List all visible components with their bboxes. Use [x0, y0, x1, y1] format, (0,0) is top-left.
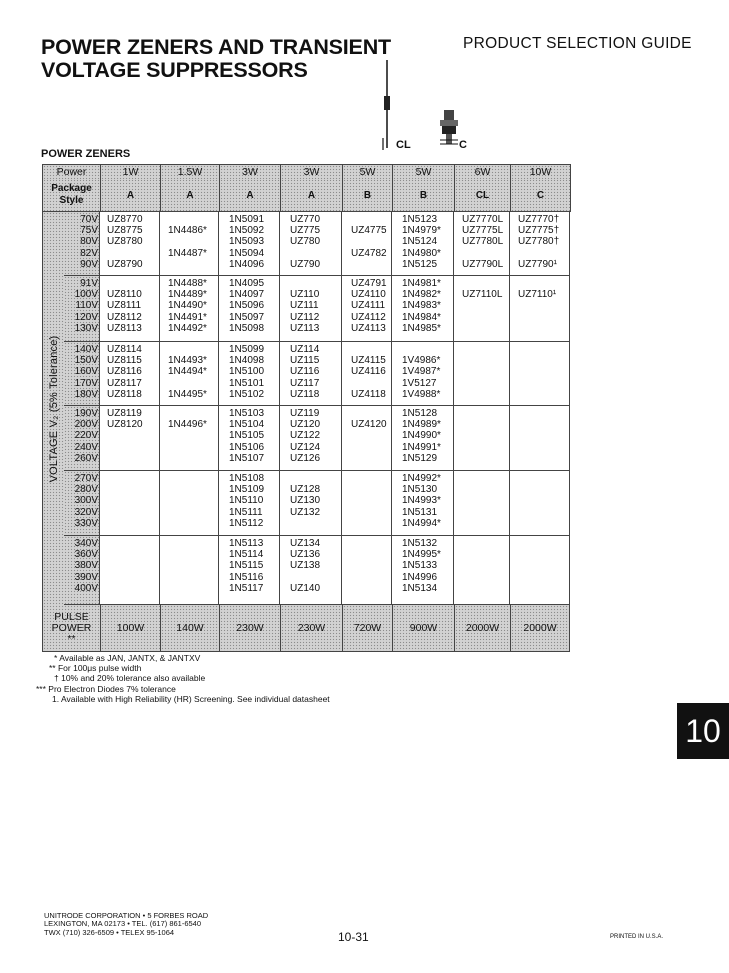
pulse-cell: 100W	[101, 605, 161, 651]
part-number-cell: 1N4098	[229, 355, 265, 367]
power-cell: 5W	[393, 165, 455, 180]
column-divider	[341, 212, 342, 275]
footnote: * Available as JAN, JANTX, & JANTXV	[54, 653, 201, 663]
column-divider	[509, 406, 510, 470]
part-number-cell: UZ122	[290, 430, 321, 442]
package-cell: B	[343, 179, 393, 212]
part-number-cell: 1N5111	[229, 506, 263, 518]
part-number-cell: 1N5117	[229, 582, 264, 594]
part-number-cell: 1N5114	[229, 549, 264, 561]
part-number-cell: UZ7790¹	[518, 258, 557, 270]
part-number-cell: UZ7110L	[462, 289, 503, 301]
part-number-cell: 1N5128	[402, 408, 438, 419]
part-number-cell: 1N5112	[229, 517, 264, 529]
column-divider	[218, 406, 219, 470]
pulse-cell: 720W	[343, 605, 393, 651]
part-number-cell: 1N4496*	[168, 419, 207, 431]
column-divider	[279, 536, 280, 604]
column-divider	[218, 471, 219, 535]
column-divider	[569, 471, 570, 535]
pulse-cell: 230W	[220, 605, 281, 651]
column-divider	[279, 212, 280, 275]
part-number-cell: UZ113	[290, 322, 320, 334]
part-number-cell: 1N5130	[402, 484, 438, 496]
package-cell: A	[281, 179, 343, 212]
part-number-cell: 1N4996	[402, 571, 438, 583]
printed-note: PRINTED IN U.S.A.	[610, 934, 664, 940]
part-number-cell: 1N4487*	[168, 247, 207, 259]
column-divider	[569, 276, 570, 341]
part-number-cell: 1N5104	[229, 419, 265, 431]
part-number-cell: UZ780	[290, 236, 321, 248]
part-number-cell: 1N5094	[229, 247, 265, 259]
voltage-cell: 360V	[74, 549, 98, 561]
part-number-cell: 1N4495*	[168, 388, 207, 400]
column-divider	[569, 342, 570, 405]
part-number-cell: 1N4096	[229, 258, 265, 270]
voltage-axis-label	[42, 212, 64, 605]
part-number-cell: UZ118	[290, 388, 320, 400]
column-divider	[391, 471, 392, 535]
package-outline-icon	[378, 58, 468, 153]
page-title	[41, 36, 391, 82]
part-number-cell: UZ124	[290, 441, 321, 453]
part-number-cell: 1N4993*	[402, 495, 441, 507]
voltage-cell: 340V	[74, 538, 98, 549]
voltage-group	[64, 342, 570, 406]
guide-label: PRODUCT SELECTION GUIDE	[463, 35, 692, 52]
column-divider	[159, 212, 160, 275]
voltage-cell: 270V	[74, 473, 98, 484]
part-number-cell: UZ120	[290, 419, 321, 431]
part-number-cell: UZ128	[290, 484, 321, 496]
footnote: † 10% and 20% tolerance also available	[54, 673, 206, 684]
part-number-cell: UZ7780L	[462, 236, 504, 248]
part-number-cell: UZ775	[290, 225, 321, 237]
voltage-cell: 180V	[74, 388, 98, 400]
part-number-cell: 1N4980*	[402, 247, 441, 259]
part-number-cell: UZ8119	[107, 408, 142, 419]
package-cell: CL	[455, 179, 511, 212]
column-divider	[509, 536, 510, 604]
voltage-cell: 91V	[80, 278, 98, 289]
column-divider	[279, 471, 280, 535]
part-number-cell: 1N5124	[402, 236, 438, 248]
part-number-cell: UZ116	[290, 366, 320, 378]
column-divider	[341, 406, 342, 470]
voltage-group	[64, 406, 570, 471]
part-number-cell: UZ112	[290, 311, 320, 323]
table-body	[42, 212, 570, 605]
power-cell: 10W	[511, 165, 571, 180]
package-cell: C	[511, 179, 571, 212]
part-number-cell: UZ8114	[107, 344, 142, 355]
title-line-1: POWER ZENERS AND TRANSIENT	[41, 35, 391, 59]
part-number-cell: 1N4979*	[402, 225, 441, 237]
part-number-cell: UZ4118	[351, 388, 386, 400]
voltage-cell: 260V	[74, 452, 98, 464]
voltage-cell: 190V	[74, 408, 98, 419]
part-number-cell: 1N5113	[229, 538, 264, 549]
pkg-label-cl: CL	[396, 139, 411, 151]
part-number-cell: UZ8780	[107, 236, 143, 248]
voltage-cell: 240V	[74, 441, 98, 453]
package-header-row	[42, 179, 571, 212]
address-line: TWX (710) 326-6509 • TELEX 95-1064	[44, 927, 175, 937]
voltage-group	[64, 536, 570, 605]
column-divider	[279, 276, 280, 341]
power-cell: 1W	[101, 165, 161, 180]
voltage-cell: 150V	[74, 355, 98, 367]
column-divider	[391, 276, 392, 341]
part-number-cell: 1V4987*	[402, 366, 441, 378]
voltage-cell: 400V	[74, 582, 98, 594]
voltage-cell: 75V	[80, 225, 98, 237]
part-number-cell: 1N4982*	[402, 289, 441, 301]
column-divider	[341, 342, 342, 405]
voltage-cell: 200V	[74, 419, 98, 431]
column-divider	[341, 536, 342, 604]
part-number-cell: UZ8770	[107, 214, 143, 225]
column-divider	[391, 342, 392, 405]
part-number-cell: 1N4492*	[168, 322, 207, 334]
voltage-group	[64, 471, 570, 536]
part-number-cell: 1N5098	[229, 322, 265, 334]
part-number-cell: 1N4991*	[402, 441, 441, 453]
part-number-cell: 1N5133	[402, 560, 438, 572]
part-number-cell: 1N4095	[229, 278, 265, 289]
footnotes	[36, 653, 330, 704]
part-number-cell: UZ4782	[351, 247, 387, 259]
part-number-cell: UZ140	[290, 582, 321, 594]
pulse-label-2: POWER	[51, 621, 92, 634]
column-divider	[159, 536, 160, 604]
part-number-cell: UZ8113	[107, 322, 142, 334]
part-number-cell: 1N5093	[229, 236, 265, 248]
column-divider	[453, 342, 454, 405]
part-number-cell: UZ8118	[107, 388, 142, 400]
part-number-cell: UZ4775	[351, 225, 387, 237]
power-cell: 3W	[220, 165, 281, 180]
pulse-cell: 2000W	[455, 605, 511, 651]
part-number-cell: 1N4489*	[168, 289, 207, 301]
column-divider	[569, 406, 570, 470]
title-line-2: VOLTAGE SUPPRESSORS	[41, 58, 308, 82]
voltage-cell: 220V	[74, 430, 98, 442]
part-number-cell: 1N4488*	[168, 278, 207, 289]
package-cell: A	[161, 179, 220, 212]
voltage-cell: 300V	[74, 495, 98, 507]
voltage-cell: 82V	[80, 247, 98, 259]
voltage-group	[64, 276, 570, 342]
part-number-cell: 1N5105	[229, 430, 265, 442]
part-number-cell: 1N5092	[229, 225, 265, 237]
part-number-cell: UZ7770†	[518, 214, 560, 225]
part-number-cell: 1N4983*	[402, 300, 441, 312]
part-number-cell: UZ4791	[351, 278, 387, 289]
column-divider	[159, 406, 160, 470]
part-number-cell: 1N4097	[229, 289, 265, 301]
part-number-cell: 1N4494*	[168, 366, 207, 378]
footnote: 1. Available with High Reliability (HR) Screening. See individual datasheet	[52, 693, 330, 704]
voltage-axis-text: VOLTAGE V₂ (5% Tolerance)	[47, 335, 60, 482]
part-number-cell: 1N4981*	[402, 278, 441, 289]
part-number-cell: 1N5101	[229, 377, 265, 389]
package-cell: B	[393, 179, 455, 212]
address-line: UNITRODE CORPORATION • 5 FORBES ROAD	[44, 911, 209, 920]
part-number-cell: 1N5129	[402, 452, 438, 464]
part-number-cell: 1N4994*	[402, 517, 441, 529]
voltage-cell: 70V	[80, 214, 98, 225]
column-divider	[218, 212, 219, 275]
section-title: POWER ZENERS	[41, 148, 131, 160]
address-line: LEXINGTON, MA 02173 • TEL. (617) 861-6540	[44, 919, 202, 929]
part-number-cell: 1N5123	[402, 214, 438, 225]
power-cell: 3W	[281, 165, 343, 180]
part-number-cell: UZ115	[290, 355, 320, 367]
column-divider	[391, 536, 392, 604]
column-divider	[218, 536, 219, 604]
voltage-cell: 90V	[80, 258, 98, 270]
column-divider	[341, 471, 342, 535]
pulse-cell: 900W	[393, 605, 455, 651]
part-number-cell: UZ4116	[351, 366, 386, 378]
column-divider	[569, 536, 570, 604]
column-divider	[569, 212, 570, 275]
part-number-cell: UZ8116	[107, 366, 142, 378]
part-number-cell: UZ117	[290, 377, 320, 389]
column-divider	[159, 342, 160, 405]
column-divider	[279, 342, 280, 405]
package-cell: A	[220, 179, 281, 212]
voltage-cell: 280V	[74, 484, 98, 496]
column-divider	[391, 212, 392, 275]
part-number-cell: 1N5100	[229, 366, 265, 378]
power-cell: 1.5W	[161, 165, 220, 180]
voltage-cell: 380V	[74, 560, 98, 572]
part-number-cell: UZ790	[290, 258, 321, 270]
column-divider	[159, 471, 160, 535]
pkg-label-c: C	[459, 139, 467, 151]
part-number-cell: 1N5103	[229, 408, 265, 419]
package-cell: A	[101, 179, 161, 212]
part-number-cell: UZ4120	[351, 419, 387, 431]
part-number-cell: 1N5131	[402, 506, 438, 518]
power-header-row	[42, 164, 571, 180]
part-number-cell: 1N5091	[229, 214, 265, 225]
part-number-cell: UZ136	[290, 549, 321, 561]
part-number-cell: 1N4493*	[168, 355, 207, 367]
part-number-cell: UZ4110	[351, 289, 386, 301]
voltage-cell: 130V	[74, 322, 98, 334]
voltage-cell: 110V	[75, 300, 98, 312]
part-number-cell: UZ8111	[107, 300, 142, 312]
voltage-cell: 100V	[74, 289, 98, 301]
column-divider	[453, 406, 454, 470]
part-number-cell: 1N5107	[229, 452, 265, 464]
part-number-cell: 1N5108	[229, 473, 265, 484]
column-divider	[509, 276, 510, 341]
part-number-cell: UZ8120	[107, 419, 143, 431]
part-number-cell: UZ7110¹	[518, 289, 557, 301]
column-divider	[453, 536, 454, 604]
part-number-cell: 1N4490*	[168, 300, 207, 312]
part-number-cell: 1N4990*	[402, 430, 441, 442]
column-divider	[509, 212, 510, 275]
part-number-cell: 1N4985*	[402, 322, 441, 334]
part-number-cell: UZ8775	[107, 225, 143, 237]
part-number-cell: UZ7770L	[462, 214, 504, 225]
part-number-cell: 1N4992*	[402, 473, 441, 484]
part-number-cell: UZ132	[290, 506, 321, 518]
part-number-cell: UZ4113	[351, 322, 386, 334]
part-number-cell: UZ4112	[351, 311, 386, 323]
package-label: Package Style	[43, 179, 101, 212]
column-divider	[509, 342, 510, 405]
part-number-cell: 1N5132	[402, 538, 438, 549]
part-number-cell: UZ7775†	[518, 225, 560, 237]
part-number-cell: 1N4984*	[402, 311, 441, 323]
pulse-label-3: **	[67, 632, 76, 645]
part-number-cell: 1N5099	[229, 344, 265, 355]
column-divider	[218, 342, 219, 405]
part-number-cell: 1N4486*	[168, 225, 207, 237]
part-number-cell: 1N5102	[229, 388, 265, 400]
column-divider	[218, 276, 219, 341]
page-number: 10-31	[338, 930, 369, 944]
power-cell: 6W	[455, 165, 511, 180]
part-number-cell: 1V4986*	[402, 355, 441, 367]
part-number-cell: UZ110	[290, 289, 320, 301]
part-number-cell: 1N5097	[229, 311, 265, 323]
power-label: Power	[43, 165, 101, 180]
column-divider	[279, 406, 280, 470]
column-divider	[453, 471, 454, 535]
part-number-cell: UZ770	[290, 214, 321, 225]
part-number-cell: 1N4989*	[402, 419, 441, 431]
part-number-cell: 1N4995*	[402, 549, 441, 561]
part-number-cell: UZ114	[290, 344, 320, 355]
part-number-cell: UZ134	[290, 538, 321, 549]
part-number-cell: UZ8112	[107, 311, 142, 323]
pulse-cell: 2000W	[511, 605, 570, 651]
pulse-label-1: PULSE	[54, 610, 89, 623]
voltage-cell: 80V	[80, 236, 98, 248]
part-number-cell: UZ8790	[107, 258, 143, 270]
pulse-power-row	[42, 605, 570, 652]
voltage-cell: 330V	[74, 517, 98, 529]
pulse-cell: 230W	[281, 605, 343, 651]
voltage-cell: 140V	[74, 344, 98, 355]
column-divider	[341, 276, 342, 341]
part-number-cell: 1N5125	[402, 258, 438, 270]
section-tab[interactable]: 10	[677, 703, 729, 759]
part-number-cell: 1N4491*	[168, 311, 207, 323]
part-number-cell: UZ8117	[107, 377, 142, 389]
part-number-cell: 1N5134	[402, 582, 438, 594]
part-number-cell: UZ119	[290, 408, 320, 419]
column-divider	[159, 276, 160, 341]
part-number-cell: UZ4111	[351, 300, 386, 312]
voltage-cell: 170V	[74, 377, 98, 389]
pulse-cell: 140W	[161, 605, 220, 651]
voltage-cell: 160V	[74, 366, 98, 378]
part-number-cell: 1V4988*	[402, 388, 441, 400]
voltage-cell: 320V	[74, 506, 98, 518]
part-number-cell: UZ7790L	[462, 258, 504, 270]
part-number-cell: 1N5116	[229, 571, 264, 583]
voltage-group	[64, 212, 570, 276]
column-divider	[453, 212, 454, 275]
column-divider	[509, 471, 510, 535]
part-number-cell: UZ7775L	[462, 225, 504, 237]
part-number-cell: UZ7780†	[518, 236, 560, 248]
part-number-cell: 1V5127	[402, 377, 437, 389]
part-number-cell: UZ126	[290, 452, 321, 464]
part-number-cell: UZ130	[290, 495, 321, 507]
column-divider	[453, 276, 454, 341]
power-cell: 5W	[343, 165, 393, 180]
voltage-cell: 120V	[74, 311, 98, 323]
part-number-cell: 1N5110	[229, 495, 264, 507]
pulse-power-label	[43, 605, 101, 651]
footnote: ** For 100μs pulse width	[49, 663, 142, 674]
part-number-cell: UZ111	[290, 300, 319, 312]
part-number-cell: UZ8115	[107, 355, 142, 367]
footnote: *** Pro Electron Diodes 7% tolerance	[36, 683, 176, 694]
part-number-cell: UZ8110	[107, 289, 142, 301]
part-number-cell: UZ138	[290, 560, 321, 572]
part-number-cell: 1N5109	[229, 484, 265, 496]
voltage-cell: 390V	[74, 571, 98, 583]
part-number-cell: UZ4115	[351, 355, 386, 367]
part-number-cell: 1N5096	[229, 300, 265, 312]
column-divider	[391, 406, 392, 470]
part-number-cell: 1N5106	[229, 441, 265, 453]
part-number-cell: 1N5115	[229, 560, 264, 572]
company-address	[44, 912, 208, 937]
